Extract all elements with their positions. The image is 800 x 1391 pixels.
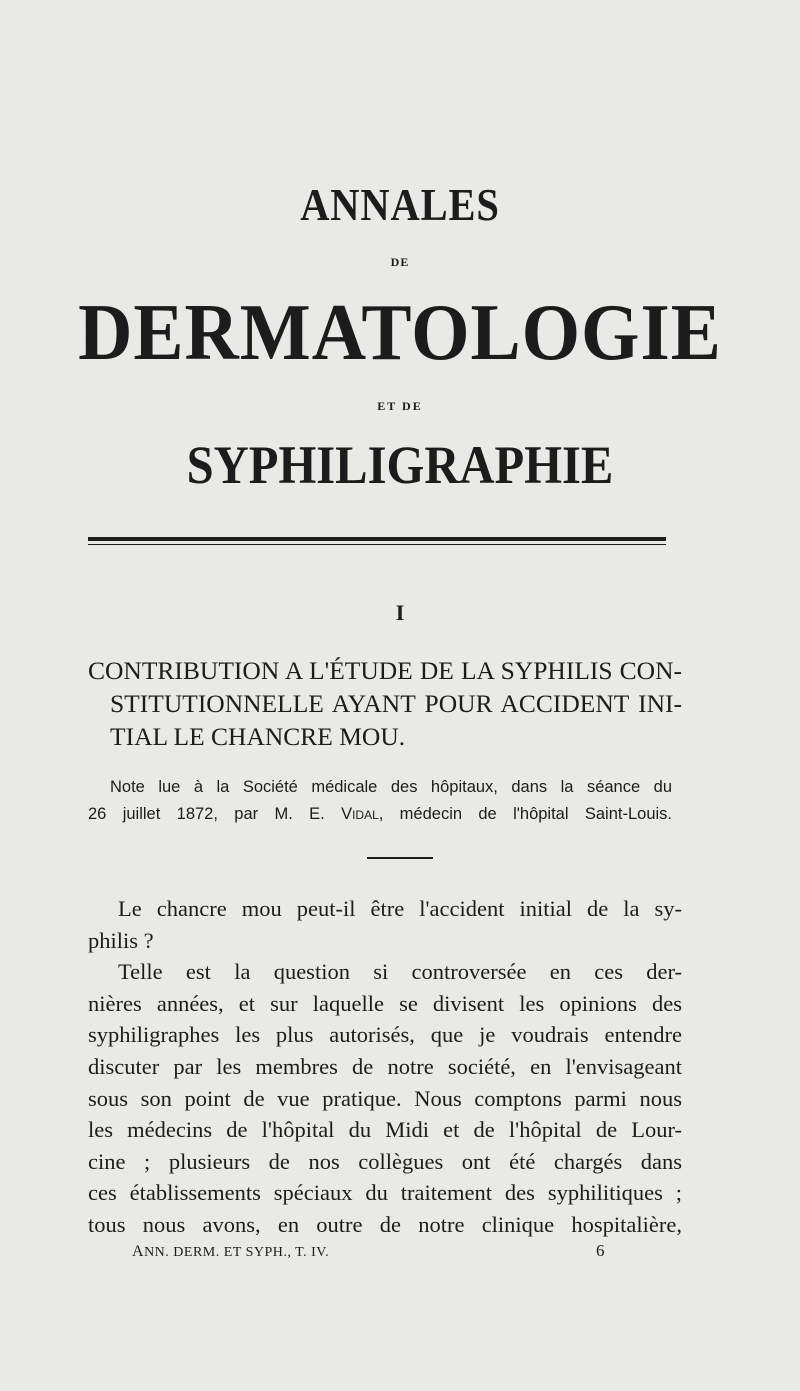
presentation-note (88, 774, 672, 828)
body-line: philis ? (88, 927, 154, 953)
article-body (88, 893, 682, 1241)
journal-rest: NN. DERM. ET SYPH., T. IV. (144, 1245, 330, 1260)
masthead-et-de: ET DE (377, 399, 423, 413)
note-line (88, 801, 672, 828)
masthead-dermatologie: DERMATOLOGIE (78, 289, 722, 377)
masthead-rule-thick (88, 537, 666, 541)
body-line: Le chancre mou peut-il être l'accident initial de la sy- (118, 896, 682, 921)
masthead-annales: ANNALES (300, 179, 500, 230)
article-title-line: CONTRIBUTION A L'ÉTUDE DE LA SYPHILIS CON- (88, 656, 682, 685)
body-line: sous son point de vue pratique. Nous comptons parmi nous (88, 1085, 682, 1111)
journal-initial: A (132, 1243, 145, 1260)
article-title (88, 654, 682, 753)
separator-rule (367, 857, 433, 859)
section-number: I (395, 600, 405, 625)
article-title-line: STITUTIONNELLE AYANT POUR ACCIDENT INI- (110, 689, 682, 718)
page-number: 6 (596, 1241, 605, 1260)
masthead-de: DE (390, 255, 410, 269)
body-line: cine ; plusieurs de nos collègues ont été chargés dans (88, 1148, 682, 1174)
masthead-syphiligraphie: SYPHILIGRAPHIE (186, 435, 614, 495)
body-line: ces établissements spéciaux du traitement des syphilitiques ; (88, 1180, 682, 1206)
note-line: Note lue à la Société médicale des hôpitaux, dans la séance du (110, 778, 672, 796)
body-line: nières années, et sur laquelle se divisent les opinions des (88, 990, 682, 1016)
body-line: tous nous avons, en outre de notre clinique hospitalière, (88, 1211, 682, 1237)
body-line: discuter par les membres de notre société, en l'envisageant (88, 1053, 682, 1079)
body-line: Telle est la question si controversée en ces der- (118, 959, 682, 985)
masthead-rule-thin (88, 544, 666, 545)
note-author: Vidal (341, 805, 379, 823)
body-line: syphiligraphes les plus autorisés, que je voudrais entendre (88, 1022, 682, 1048)
body-line: les médecins de l'hôpital du Midi et de l'hôpital de Lour- (88, 1117, 682, 1143)
note-affiliation: , médecin de l'hôpital Saint-Louis. (378, 805, 672, 823)
note-date-text: 26 juillet 1872, par M. E. (88, 805, 342, 823)
running-journal-title (132, 1243, 329, 1261)
article-title-line: TIAL LE CHANCRE MOU. (110, 722, 406, 751)
